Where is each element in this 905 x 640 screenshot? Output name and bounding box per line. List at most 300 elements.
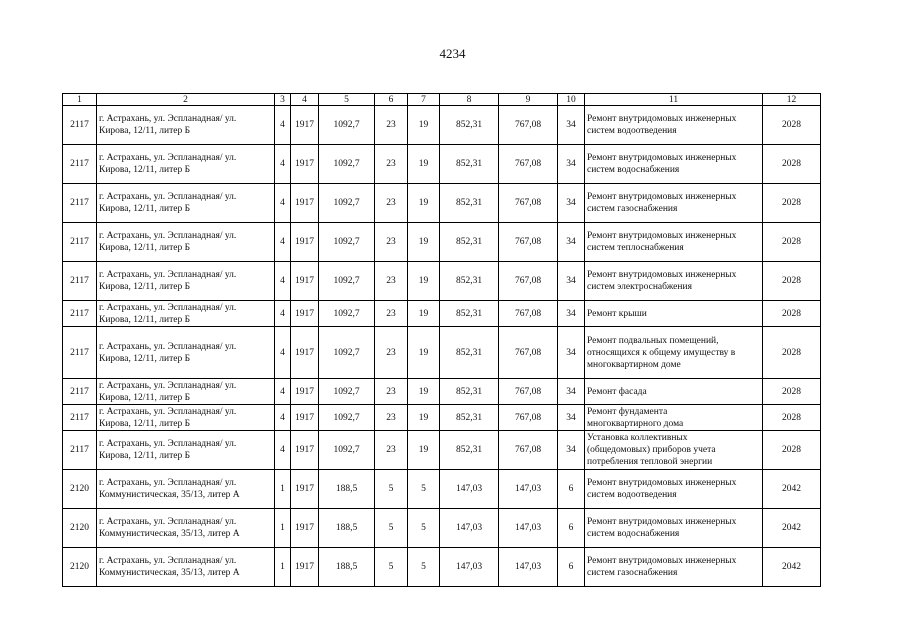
apartments-total-text: 23 bbox=[386, 276, 396, 286]
work-type-text: Ремонт крыши bbox=[587, 308, 647, 319]
floors-text: 4 bbox=[280, 237, 285, 247]
work-type-text: Ремонт внутридомовых инженерных систем водоснабжения bbox=[587, 517, 737, 539]
work-type-text: Ремонт внутридомовых инженерных систем газоснабжения bbox=[587, 192, 737, 214]
address-cell bbox=[97, 145, 275, 184]
address-text: г. Астрахань, ул. Эспланадная/ ул. Кирова, 12/11, литер Б bbox=[99, 153, 237, 175]
column-header-8: 8 bbox=[440, 94, 499, 106]
private-area-cell bbox=[499, 223, 558, 262]
apartments-residential-cell bbox=[408, 379, 440, 405]
floors-cell bbox=[275, 184, 291, 223]
floors-cell bbox=[275, 106, 291, 145]
total-area-cell bbox=[319, 548, 375, 587]
living-area-cell bbox=[440, 405, 499, 431]
total-area-text: 1092,7 bbox=[333, 386, 360, 397]
living-area-text: 147,03 bbox=[455, 484, 483, 494]
repair-schedule-table bbox=[62, 93, 821, 587]
residents-text: 6 bbox=[568, 562, 574, 572]
planned-year-text: 2028 bbox=[782, 276, 801, 286]
object-number-cell bbox=[63, 379, 97, 405]
object-number-text: 2117 bbox=[70, 198, 89, 208]
address-text: г. Астрахань, ул. Эспланадная/ ул. Кирова, 12/11, литер Б bbox=[99, 192, 237, 214]
table-row bbox=[63, 184, 821, 223]
residents-cell bbox=[558, 106, 585, 145]
apartments-residential-text: 19 bbox=[418, 198, 429, 208]
private-area-text: 147,03 bbox=[514, 484, 542, 494]
address-cell bbox=[97, 405, 275, 431]
object-number-cell bbox=[63, 470, 97, 509]
apartments-total-cell bbox=[375, 145, 408, 184]
apartments-total-text: 23 bbox=[386, 386, 396, 397]
planned-year-text: 2042 bbox=[782, 523, 801, 533]
address-text: г. Астрахань, ул. Эспланадная/ ул. Кирова, 12/11, литер Б bbox=[99, 341, 237, 364]
column-header-3: 3 bbox=[275, 94, 291, 106]
column-header-12: 12 bbox=[763, 94, 821, 106]
address-cell bbox=[97, 106, 275, 145]
private-area-cell bbox=[499, 145, 558, 184]
residents-text: 34 bbox=[566, 198, 576, 208]
header-row bbox=[63, 94, 821, 106]
apartments-residential-text: 19 bbox=[418, 120, 429, 130]
planned-year-cell bbox=[763, 470, 821, 509]
address-cell bbox=[97, 379, 275, 405]
address-text: г. Астрахань, ул. Эспланадная/ ул. Кирова, 12/11, литер Б bbox=[99, 302, 237, 325]
private-area-text: 767,08 bbox=[514, 276, 542, 286]
planned-year-text: 2028 bbox=[782, 198, 801, 208]
planned-year-text: 2028 bbox=[782, 445, 801, 455]
address-text: г. Астрахань, ул. Эспланадная/ ул. Коммунистическая, 35/13, литер А bbox=[99, 478, 240, 500]
living-area-cell bbox=[440, 431, 499, 470]
work-type-cell bbox=[585, 405, 763, 431]
object-number-text: 2117 bbox=[70, 412, 89, 423]
apartments-residential-cell bbox=[408, 431, 440, 470]
apartments-residential-text: 19 bbox=[418, 386, 429, 397]
planned-year-cell bbox=[763, 509, 821, 548]
address-text: г. Астрахань, ул. Эспланадная/ ул. Кирова, 12/11, литер Б bbox=[99, 231, 237, 253]
apartments-residential-cell bbox=[408, 509, 440, 548]
residents-text: 34 bbox=[566, 386, 576, 397]
residents-text: 34 bbox=[566, 276, 576, 286]
private-area-text: 767,08 bbox=[514, 386, 542, 397]
living-area-text: 852,31 bbox=[455, 386, 483, 397]
year-built-cell bbox=[291, 431, 319, 470]
planned-year-cell bbox=[763, 431, 821, 470]
address-text: г. Астрахань, ул. Эспланадная/ ул. Кирова, 12/11, литер Б bbox=[99, 380, 237, 403]
work-type-cell bbox=[585, 106, 763, 145]
living-area-text: 852,31 bbox=[455, 237, 483, 247]
address-cell bbox=[97, 548, 275, 587]
table-row bbox=[63, 262, 821, 301]
apartments-total-cell bbox=[375, 379, 408, 405]
private-area-cell bbox=[499, 379, 558, 405]
apartments-residential-text: 5 bbox=[421, 523, 426, 533]
apartments-total-text: 23 bbox=[386, 308, 396, 319]
planned-year-text: 2028 bbox=[782, 237, 801, 247]
residents-text: 34 bbox=[566, 237, 576, 247]
floors-text: 1 bbox=[280, 484, 285, 494]
year-built-cell bbox=[291, 223, 319, 262]
work-type-cell bbox=[585, 509, 763, 548]
apartments-total-text: 5 bbox=[388, 484, 394, 494]
total-area-cell bbox=[319, 145, 375, 184]
residents-cell bbox=[558, 184, 585, 223]
apartments-total-text: 5 bbox=[388, 523, 394, 533]
object-number-text: 2117 bbox=[70, 237, 89, 247]
column-header-5: 5 bbox=[319, 94, 375, 106]
apartments-total-cell bbox=[375, 548, 408, 587]
column-header-2: 2 bbox=[97, 94, 275, 106]
object-number-text: 2120 bbox=[70, 523, 89, 533]
work-type-cell bbox=[585, 548, 763, 587]
residents-cell bbox=[558, 548, 585, 587]
apartments-residential-cell bbox=[408, 223, 440, 262]
private-area-text: 767,08 bbox=[514, 120, 542, 130]
private-area-cell bbox=[499, 106, 558, 145]
column-header-9: 9 bbox=[499, 94, 558, 106]
living-area-cell bbox=[440, 470, 499, 509]
planned-year-cell bbox=[763, 405, 821, 431]
residents-cell bbox=[558, 262, 585, 301]
total-area-text: 1092,7 bbox=[333, 159, 360, 169]
total-area-cell bbox=[319, 262, 375, 301]
floors-cell bbox=[275, 145, 291, 184]
table-row bbox=[63, 223, 821, 262]
apartments-residential-cell bbox=[408, 106, 440, 145]
total-area-text: 1092,7 bbox=[333, 445, 360, 455]
planned-year-text: 2028 bbox=[782, 412, 801, 423]
work-type-cell bbox=[585, 145, 763, 184]
total-area-cell bbox=[319, 470, 375, 509]
object-number-cell bbox=[63, 327, 97, 379]
living-area-cell bbox=[440, 509, 499, 548]
floors-text: 4 bbox=[280, 159, 285, 169]
work-type-cell bbox=[585, 223, 763, 262]
table-body bbox=[63, 106, 821, 587]
total-area-text: 1092,7 bbox=[333, 120, 360, 130]
year-built-text: 1917 bbox=[295, 445, 314, 455]
address-cell bbox=[97, 301, 275, 327]
private-area-text: 767,08 bbox=[514, 159, 542, 169]
work-type-cell bbox=[585, 379, 763, 405]
object-number-cell bbox=[63, 262, 97, 301]
floors-text: 1 bbox=[280, 523, 285, 533]
work-type-text: Ремонт фундамента многоквартирного дома bbox=[587, 406, 684, 429]
residents-text: 6 bbox=[568, 484, 574, 494]
living-area-cell bbox=[440, 379, 499, 405]
private-area-cell bbox=[499, 262, 558, 301]
address-cell bbox=[97, 327, 275, 379]
total-area-text: 188,5 bbox=[335, 523, 358, 533]
residents-cell bbox=[558, 327, 585, 379]
apartments-residential-text: 19 bbox=[418, 347, 429, 358]
total-area-cell bbox=[319, 327, 375, 379]
apartments-residential-text: 19 bbox=[418, 159, 429, 169]
floors-cell bbox=[275, 379, 291, 405]
address-text: г. Астрахань, ул. Эспланадная/ ул. Кирова, 12/11, литер Б bbox=[99, 406, 237, 429]
living-area-text: 852,31 bbox=[455, 412, 483, 423]
residents-text: 34 bbox=[566, 347, 576, 358]
planned-year-text: 2028 bbox=[782, 120, 801, 130]
object-number-text: 2117 bbox=[70, 159, 89, 169]
living-area-cell bbox=[440, 223, 499, 262]
residents-cell bbox=[558, 301, 585, 327]
total-area-text: 1092,7 bbox=[333, 412, 360, 423]
column-header-4: 4 bbox=[291, 94, 319, 106]
total-area-text: 1092,7 bbox=[333, 308, 360, 319]
object-number-text: 2120 bbox=[70, 562, 89, 572]
address-text: г. Астрахань, ул. Эспланадная/ ул. Кирова, 12/11, литер Б bbox=[99, 439, 237, 461]
living-area-text: 147,03 bbox=[455, 562, 483, 572]
living-area-text: 852,31 bbox=[455, 120, 483, 130]
planned-year-cell bbox=[763, 301, 821, 327]
year-built-cell bbox=[291, 509, 319, 548]
living-area-text: 852,31 bbox=[455, 159, 483, 169]
address-cell bbox=[97, 184, 275, 223]
apartments-total-cell bbox=[375, 223, 408, 262]
residents-cell bbox=[558, 431, 585, 470]
work-type-cell bbox=[585, 327, 763, 379]
private-area-text: 767,08 bbox=[514, 445, 542, 455]
planned-year-cell bbox=[763, 106, 821, 145]
apartments-total-cell bbox=[375, 509, 408, 548]
work-type-text: Ремонт внутридомовых инженерных систем водоотведения bbox=[587, 478, 737, 500]
total-area-cell bbox=[319, 106, 375, 145]
residents-cell bbox=[558, 509, 585, 548]
living-area-text: 147,03 bbox=[455, 523, 483, 533]
table-row bbox=[63, 379, 821, 405]
apartments-residential-cell bbox=[408, 184, 440, 223]
object-number-cell bbox=[63, 548, 97, 587]
year-built-text: 1917 bbox=[295, 276, 314, 286]
living-area-cell bbox=[440, 184, 499, 223]
floors-text: 4 bbox=[280, 120, 285, 130]
apartments-residential-cell bbox=[408, 262, 440, 301]
apartments-residential-text: 5 bbox=[421, 562, 426, 572]
apartments-total-text: 23 bbox=[386, 198, 396, 208]
residents-cell bbox=[558, 145, 585, 184]
private-area-cell bbox=[499, 405, 558, 431]
apartments-total-cell bbox=[375, 327, 408, 379]
object-number-text: 2120 bbox=[70, 484, 89, 494]
floors-text: 4 bbox=[280, 445, 285, 455]
apartments-residential-text: 19 bbox=[418, 276, 429, 286]
total-area-cell bbox=[319, 405, 375, 431]
table-row bbox=[63, 470, 821, 509]
floors-cell bbox=[275, 431, 291, 470]
year-built-text: 1917 bbox=[295, 562, 314, 572]
work-type-text: Ремонт внутридомовых инженерных систем электроснабжения bbox=[587, 270, 737, 292]
column-header-11: 11 bbox=[585, 94, 763, 106]
table-row bbox=[63, 509, 821, 548]
living-area-text: 852,31 bbox=[455, 445, 483, 455]
floors-cell bbox=[275, 548, 291, 587]
total-area-text: 188,5 bbox=[335, 484, 358, 494]
table-row bbox=[63, 405, 821, 431]
apartments-residential-text: 19 bbox=[418, 445, 429, 455]
apartments-residential-cell bbox=[408, 301, 440, 327]
floors-text: 1 bbox=[280, 562, 285, 572]
floors-cell bbox=[275, 470, 291, 509]
total-area-cell bbox=[319, 301, 375, 327]
private-area-text: 147,03 bbox=[514, 562, 542, 572]
object-number-text: 2117 bbox=[70, 276, 89, 286]
apartments-total-cell bbox=[375, 431, 408, 470]
floors-text: 4 bbox=[280, 347, 285, 358]
table-header bbox=[63, 94, 821, 106]
table-row bbox=[63, 145, 821, 184]
year-built-text: 1917 bbox=[295, 412, 314, 423]
residents-cell bbox=[558, 470, 585, 509]
apartments-total-text: 23 bbox=[386, 237, 396, 247]
residents-text: 34 bbox=[566, 445, 576, 455]
residents-cell bbox=[558, 223, 585, 262]
apartments-total-cell bbox=[375, 106, 408, 145]
planned-year-cell bbox=[763, 223, 821, 262]
object-number-text: 2117 bbox=[70, 347, 89, 358]
year-built-cell bbox=[291, 184, 319, 223]
private-area-cell bbox=[499, 327, 558, 379]
year-built-cell bbox=[291, 405, 319, 431]
object-number-text: 2117 bbox=[70, 386, 89, 397]
apartments-total-cell bbox=[375, 301, 408, 327]
year-built-text: 1917 bbox=[295, 198, 314, 208]
total-area-text: 1092,7 bbox=[333, 237, 360, 247]
year-built-cell bbox=[291, 301, 319, 327]
apartments-residential-cell bbox=[408, 548, 440, 587]
apartments-total-text: 23 bbox=[386, 159, 396, 169]
residents-text: 34 bbox=[566, 412, 576, 423]
apartments-residential-text: 5 bbox=[421, 484, 426, 494]
apartments-total-text: 5 bbox=[388, 562, 394, 572]
year-built-cell bbox=[291, 470, 319, 509]
floors-cell bbox=[275, 301, 291, 327]
year-built-cell bbox=[291, 262, 319, 301]
address-cell bbox=[97, 509, 275, 548]
work-type-cell bbox=[585, 431, 763, 470]
apartments-total-text: 23 bbox=[386, 347, 396, 358]
year-built-text: 1917 bbox=[295, 120, 314, 130]
table-row bbox=[63, 327, 821, 379]
address-cell bbox=[97, 223, 275, 262]
apartments-residential-cell bbox=[408, 405, 440, 431]
total-area-text: 188,5 bbox=[335, 562, 358, 572]
private-area-text: 767,08 bbox=[514, 412, 542, 423]
apartments-total-text: 23 bbox=[386, 120, 396, 130]
planned-year-text: 2028 bbox=[782, 159, 801, 169]
private-area-cell bbox=[499, 470, 558, 509]
apartments-total-cell bbox=[375, 262, 408, 301]
planned-year-cell bbox=[763, 262, 821, 301]
total-area-text: 1092,7 bbox=[333, 198, 360, 208]
object-number-text: 2117 bbox=[70, 445, 89, 455]
object-number-text: 2117 bbox=[70, 308, 89, 319]
living-area-cell bbox=[440, 301, 499, 327]
work-type-text: Установка коллективных (общедомовых) приборов учета потребления тепловой энергии bbox=[587, 433, 716, 467]
year-built-text: 1917 bbox=[295, 308, 314, 319]
planned-year-text: 2042 bbox=[782, 562, 801, 572]
column-header-6: 6 bbox=[375, 94, 408, 106]
floors-text: 4 bbox=[280, 386, 285, 397]
living-area-cell bbox=[440, 548, 499, 587]
total-area-cell bbox=[319, 509, 375, 548]
residents-cell bbox=[558, 405, 585, 431]
living-area-cell bbox=[440, 262, 499, 301]
planned-year-cell bbox=[763, 145, 821, 184]
floors-cell bbox=[275, 405, 291, 431]
residents-cell bbox=[558, 379, 585, 405]
living-area-text: 852,31 bbox=[455, 198, 483, 208]
year-built-text: 1917 bbox=[295, 523, 314, 533]
work-type-text: Ремонт внутридомовых инженерных систем водоотведения bbox=[587, 114, 737, 136]
floors-cell bbox=[275, 327, 291, 379]
work-type-cell bbox=[585, 470, 763, 509]
living-area-text: 852,31 bbox=[455, 276, 483, 286]
planned-year-cell bbox=[763, 379, 821, 405]
private-area-text: 767,08 bbox=[514, 198, 542, 208]
table-row bbox=[63, 301, 821, 327]
year-built-cell bbox=[291, 145, 319, 184]
table-row bbox=[63, 548, 821, 587]
work-type-text: Ремонт внутридомовых инженерных систем газоснабжения bbox=[587, 556, 737, 578]
total-area-text: 1092,7 bbox=[333, 347, 360, 358]
table-row bbox=[63, 431, 821, 470]
address-text: г. Астрахань, ул. Эспланадная/ ул. Кирова, 12/11, литер Б bbox=[99, 114, 237, 136]
planned-year-cell bbox=[763, 327, 821, 379]
total-area-cell bbox=[319, 223, 375, 262]
year-built-cell bbox=[291, 327, 319, 379]
total-area-cell bbox=[319, 184, 375, 223]
work-type-text: Ремонт внутридомовых инженерных систем теплоснабжения bbox=[587, 231, 737, 253]
total-area-cell bbox=[319, 431, 375, 470]
floors-text: 4 bbox=[280, 412, 285, 423]
floors-text: 4 bbox=[280, 198, 285, 208]
apartments-total-text: 23 bbox=[386, 445, 396, 455]
object-number-cell bbox=[63, 509, 97, 548]
residents-text: 34 bbox=[566, 120, 576, 130]
apartments-residential-cell bbox=[408, 145, 440, 184]
year-built-cell bbox=[291, 548, 319, 587]
private-area-text: 147,03 bbox=[514, 523, 542, 533]
floors-text: 4 bbox=[280, 308, 285, 319]
address-cell bbox=[97, 470, 275, 509]
residents-text: 6 bbox=[568, 523, 574, 533]
apartments-total-cell bbox=[375, 470, 408, 509]
apartments-residential-cell bbox=[408, 327, 440, 379]
planned-year-text: 2028 bbox=[782, 386, 801, 397]
address-text: г. Астрахань, ул. Эспланадная/ ул. Коммунистическая, 35/13, литер А bbox=[99, 556, 240, 578]
address-cell bbox=[97, 431, 275, 470]
work-type-cell bbox=[585, 301, 763, 327]
living-area-cell bbox=[440, 106, 499, 145]
floors-cell bbox=[275, 509, 291, 548]
apartments-total-cell bbox=[375, 184, 408, 223]
private-area-cell bbox=[499, 548, 558, 587]
planned-year-cell bbox=[763, 548, 821, 587]
object-number-cell bbox=[63, 431, 97, 470]
address-text: г. Астрахань, ул. Эспланадная/ ул. Кирова, 12/11, литер Б bbox=[99, 270, 237, 292]
year-built-cell bbox=[291, 106, 319, 145]
private-area-text: 767,08 bbox=[514, 347, 542, 358]
living-area-text: 852,31 bbox=[455, 347, 483, 358]
apartments-residential-text: 19 bbox=[418, 412, 429, 423]
column-header-7: 7 bbox=[408, 94, 440, 106]
private-area-cell bbox=[499, 509, 558, 548]
living-area-cell bbox=[440, 145, 499, 184]
address-cell bbox=[97, 262, 275, 301]
apartments-total-text: 23 bbox=[386, 412, 396, 423]
year-built-text: 1917 bbox=[295, 347, 314, 358]
year-built-text: 1917 bbox=[295, 386, 314, 397]
year-built-text: 1917 bbox=[295, 484, 314, 494]
